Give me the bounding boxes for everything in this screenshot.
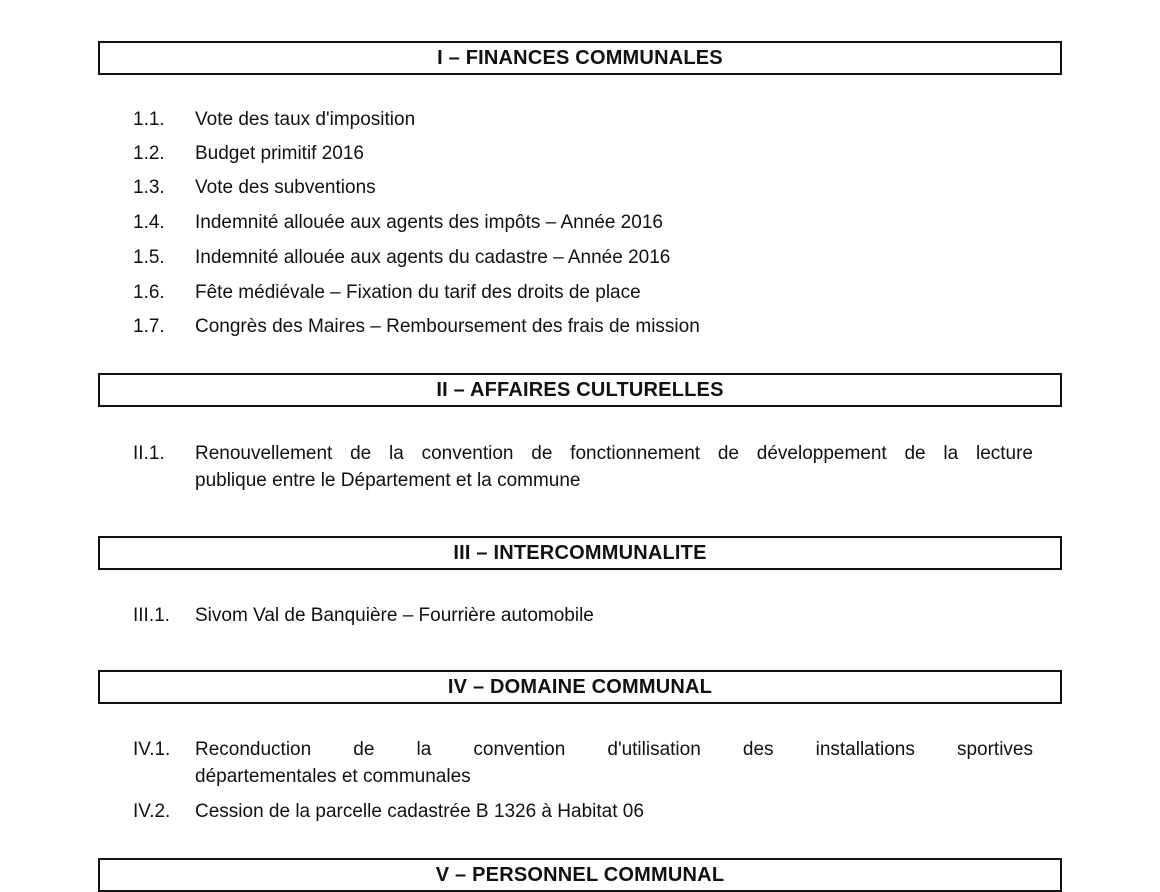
section-header-culture: II – AFFAIRES CULTURELLES xyxy=(98,373,1062,407)
item-text-line: publique entre le Département et la commune xyxy=(195,470,581,491)
item-text: Sivom Val de Banquière – Fourrière automobile xyxy=(195,605,594,626)
section-header-personnel: V – PERSONNEL COMMUNAL xyxy=(98,858,1062,892)
item-number: 1.6. xyxy=(133,282,165,303)
item-number: 1.2. xyxy=(133,143,165,164)
list-item xyxy=(133,440,1033,494)
item-number: IV.1. xyxy=(133,739,171,760)
item-number: 1.5. xyxy=(133,247,165,268)
item-text: Indemnité allouée aux agents du cadastre – Année 2016 xyxy=(195,247,671,268)
list-item xyxy=(133,244,1033,271)
item-number: 1.1. xyxy=(133,109,165,130)
item-number: II.1. xyxy=(133,443,165,464)
list-item xyxy=(133,279,1033,306)
section-header-domaine: IV – DOMAINE COMMUNAL xyxy=(98,670,1062,704)
item-number: 1.3. xyxy=(133,177,165,198)
item-number: IV.2. xyxy=(133,801,171,822)
item-text: Fête médiévale – Fixation du tarif des droits de place xyxy=(195,282,641,303)
item-text-line: départementales et communales xyxy=(195,766,471,787)
list-item xyxy=(133,602,1033,629)
item-text xyxy=(195,736,1033,790)
list-item xyxy=(133,174,1033,201)
item-text: Vote des subventions xyxy=(195,177,376,198)
list-item xyxy=(133,106,1033,133)
list-item xyxy=(133,736,1033,790)
item-text: Budget primitif 2016 xyxy=(195,143,364,164)
list-item xyxy=(133,313,1033,340)
list-item xyxy=(133,798,1033,825)
item-text: Vote des taux d'imposition xyxy=(195,109,416,130)
list-item xyxy=(133,140,1033,167)
list-item xyxy=(133,209,1033,236)
item-number: 1.7. xyxy=(133,316,165,337)
item-text-line: Renouvellement de la convention de fonctionnement de développement de la lecture xyxy=(195,443,1033,464)
item-text: Cession de la parcelle cadastrée B 1326 à Habitat 06 xyxy=(195,801,644,822)
item-text: Congrès des Maires – Remboursement des frais de mission xyxy=(195,316,700,337)
section-header-finances: I – FINANCES COMMUNALES xyxy=(98,41,1062,75)
item-text-line: Reconduction de la convention d'utilisation des installations sportives xyxy=(195,739,1033,760)
item-text xyxy=(195,440,1033,494)
item-text: Indemnité allouée aux agents des impôts – Année 2016 xyxy=(195,212,663,233)
item-number: III.1. xyxy=(133,605,170,626)
section-header-intercommunalite: III – INTERCOMMUNALITE xyxy=(98,536,1062,570)
item-number: 1.4. xyxy=(133,212,165,233)
